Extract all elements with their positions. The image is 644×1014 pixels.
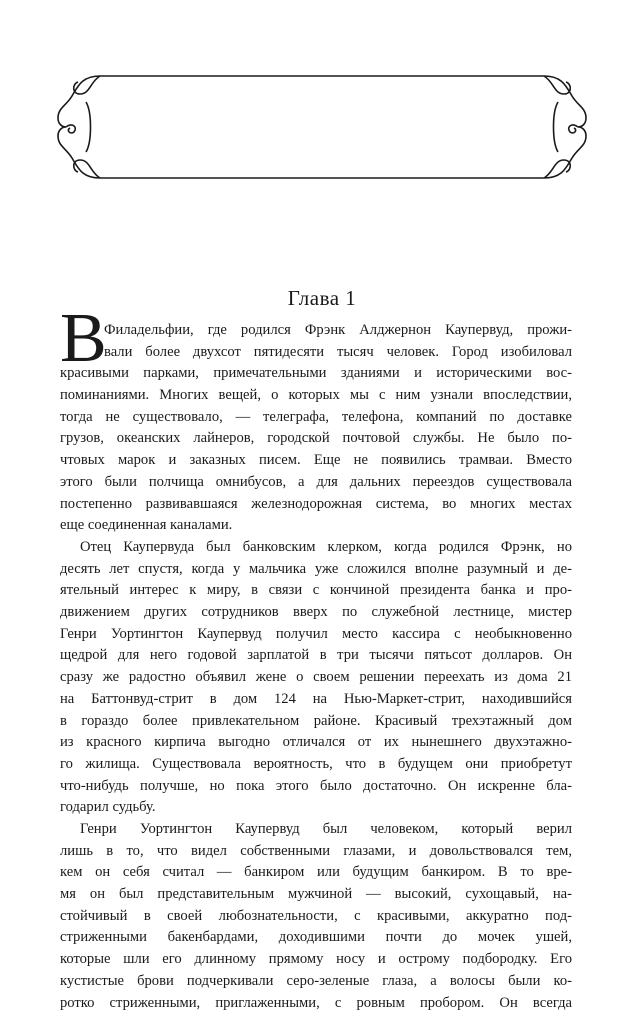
text-line: Генри Уортингтон Каупервуд был человеком, который верил [60,819,572,841]
text-line: Отец Каупервуда был банковским клерком, когда родился Фрэнк, но [60,537,572,559]
text-line: из красного кирпича выгодно отличался от их нынешнего двухэтажно- [60,732,572,754]
text-line: движением других сотрудников вверх по служебной лестнице, мистер [60,602,572,624]
text-line: го жилища. Существовала вероятность, что в будущем они приобретут [60,754,572,776]
text-line: чтовых марок и заказных писем. Еще не появились трамваи. Вместо [60,450,572,472]
chapter-title: Глава 1 [0,286,644,311]
chapter-header-ornament-frame [52,72,592,182]
paragraph-3 [60,819,572,1014]
text-line: Филадельфии, где родился Фрэнк Алджернон Каупервуд, прожи- [60,320,572,342]
text-line: сразу же радостно объявил жене о своем решении переехать из дома 21 [60,667,572,689]
text-line: красивыми парками, примечательными зданиями и историческими вос- [60,363,572,385]
text-line: что-нибудь получше, но пока этого было достаточно. Он искренне бла- [60,776,572,798]
text-line: мя он был представительным мужчиной — высокий, сухощавый, на- [60,884,572,906]
text-line: на Баттонвуд-стрит в дом 124 на Нью-Маркет-стрит, находившийся [60,689,572,711]
text-line: которые шли его длинному прямому носу и острому подбородку. Его [60,949,572,971]
text-line: кустистые брови подчеркивали серо-зеленые глаза, а волосы были ко- [60,971,572,993]
text-line: годарил судьбу. [60,797,572,819]
text-line: ятельный интерес к миру, в связи с кончиной президента банка и про- [60,580,572,602]
text-line: вали более двухсот пятидесяти тысяч человек. Город изобиловал [60,342,572,364]
text-line: в гораздо более привлекательном районе. Красивый трехэтажный дом [60,711,572,733]
text-line: лишь в то, что видел собственными глазами, и довольствовался тем, [60,841,572,863]
text-line: этого были полчища омнибусов, а для дальних переездов существовала [60,472,572,494]
text-line: щедрой для него годовой зарплатой в три тысячи пятьсот долларов. Он [60,645,572,667]
paragraph-2 [60,537,572,819]
text-line: грузов, океанских лайнеров, городской почтовой службы. Не было по- [60,428,572,450]
text-line: тогда не существовало, — телеграфа, телефона, компаний по доставке [60,407,572,429]
text-line: постепенно развивавшаяся железнодорожная система, во многих местах [60,494,572,516]
text-line: десять лет спустя, когда у мальчика уже сложился вполне разумный и де- [60,559,572,581]
text-line: еще соединенная каналами. [60,515,572,537]
text-line: стойчивый в своей любознательности, с красивыми, аккуратно под- [60,906,572,928]
text-line: стриженными бакенбардами, доходившими почти до мочек ушей, [60,927,572,949]
text-line: Генри Уортингтон Каупервуд получил место кассира с необыкновенно [60,624,572,646]
paragraph-1 [60,320,572,537]
text-line: ротко стриженными, приглаженными, с ровным пробором. Он всегда [60,993,572,1014]
drop-cap-letter: В [60,304,107,374]
text-line: кем он себя считал — банкиром или будущим банкиром. В то вре- [60,862,572,884]
text-line: поминаниями. Многих вещей, о которых мы с ним узнали впоследствии, [60,385,572,407]
